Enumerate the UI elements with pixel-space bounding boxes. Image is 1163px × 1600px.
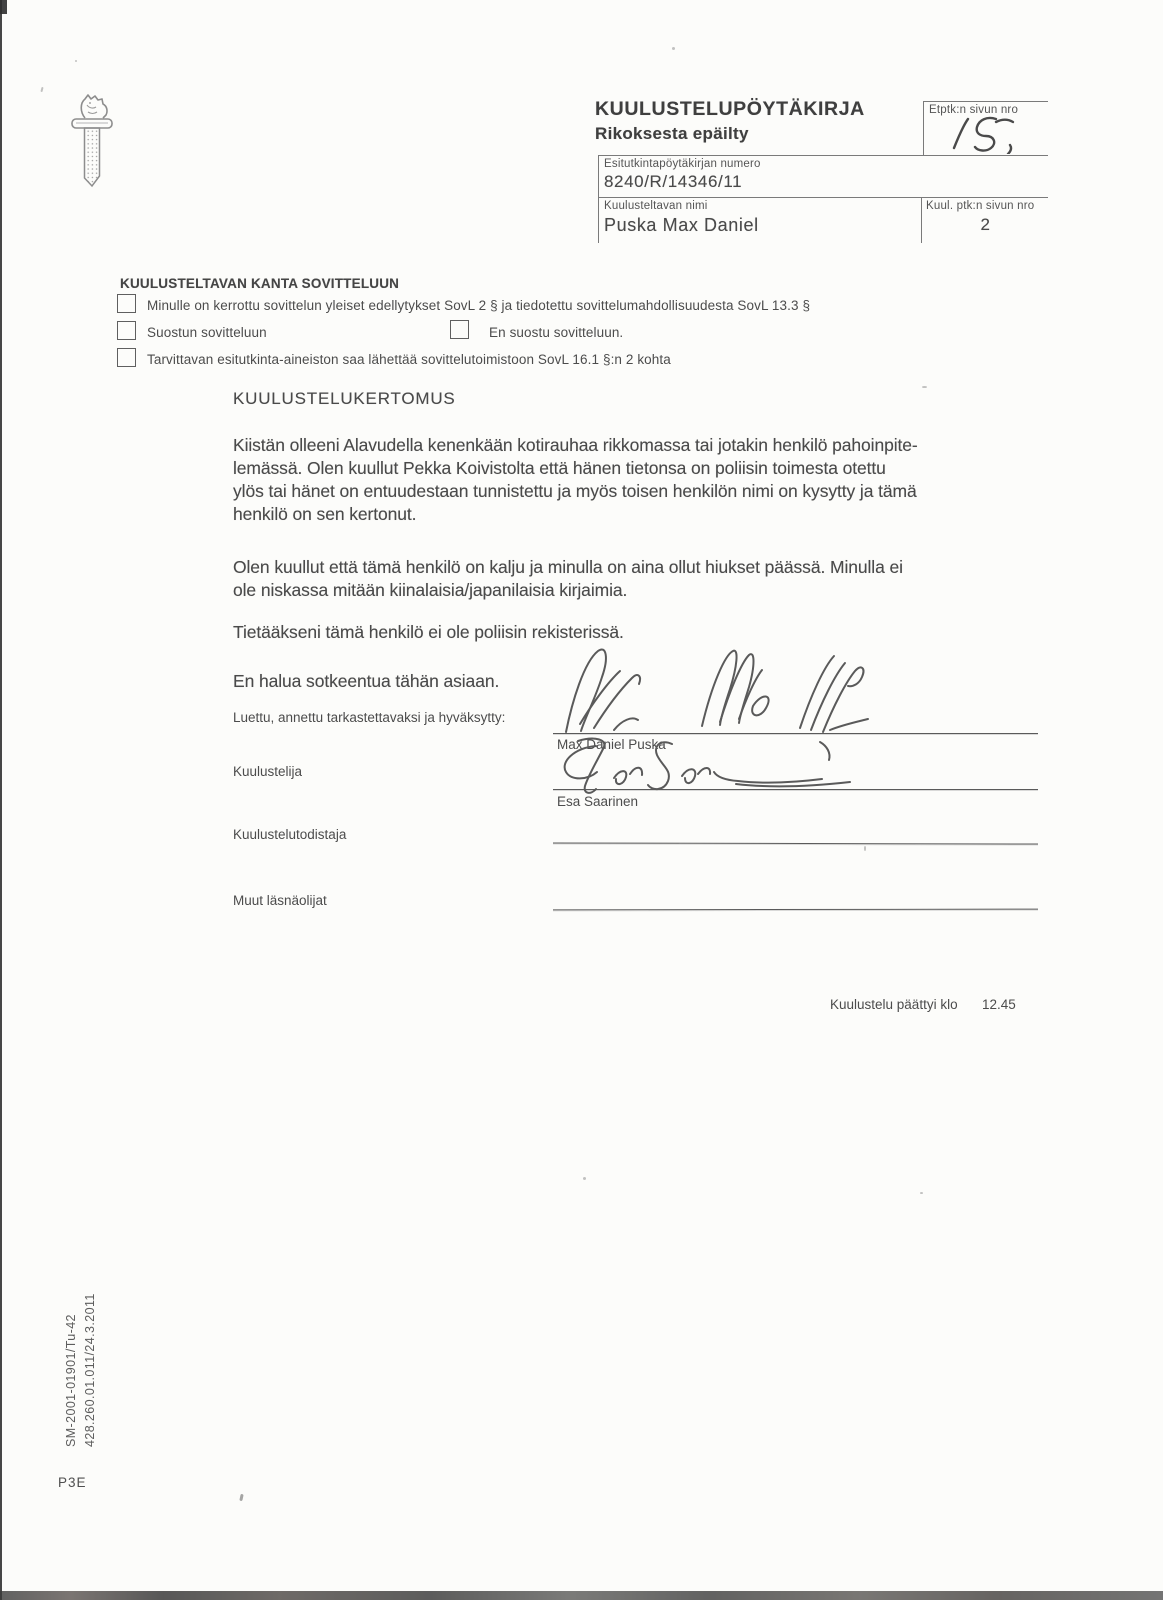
scanned-document-page: KUULUSTELUPÖYTÄKIRJA Rikoksesta epäilty Etptk:n sivun nro Esitutkintapöytäkirjan numero 8240/R/14346/11 Kuulusteltavan nimi Puska Max Daniel Kuul. ptk:n sivun nro 2 KUULUSTELTAVAN KANTA SOVITTELUUN Minulle on kerrottu sovittelun yleiset edellytykset SovL 2 § ja tiedotettu sovittelumahdollisuudesta SovL 13.3 § Suostun sovitteluun En suostu sovitteluun. Tarvittavan esitutkinta-aineiston saa lähettää sovittelutoimistoon SovL 16.1 §:n 2 kohta KUULUSTELUKERTOMUS Kiistän olleeni Alavudella kenenkään kotirauhaa rikkomassa tai jotakin henkilö pahoinpite- lemässä. Olen kuullut Pekka Koivistolta että hänen tietonsa on poliisin toimesta otettu ylös tai hänet on entuudestaan tunnistettu ja myös toisen henkilön nimi on kysytty ja tämä henkilö on sen kertonut. Olen kuullut että tämä henkilö on kalju ja minulla on aina ollut hiukset päässä. Minulla ei ole niskassa mitään kiinalaisia/japanilaisia kirjaimia. Tietääkseni tämä henkilö ei ole poliisin rekisterissä. En halua sotkeentua tähän asiaan. Luettu, annettu tarkastettavaksi ja hyväksytty: Max Daniel Puska Kuulustelija Esa Saarinen Kuulustelutodistaja Muut läsnäolijat Kuulustelu päättyi klo 12.45 SM-2001-01901/Tu-42 428.260.01.011/24.3.2011 P3E — [0, 0, 1163, 1600]
mediation-informed-label: Minulle on kerrottu sovittelun yleiset edellytykset SovL 2 § ja tiedotettu sovittelumahdollisuudesta SovL 13.3 § — [147, 298, 811, 313]
interrogation-page-value: 2 — [980, 215, 991, 234]
interrogation-ended-label: Kuulustelu päättyi klo — [830, 997, 958, 1012]
scan-speck — [864, 846, 866, 851]
interrogation-page-label: Kuul. ptk:n sivun nro — [926, 200, 1035, 212]
checkbox-send-material[interactable] — [117, 348, 136, 367]
page-code: P3E — [58, 1475, 87, 1490]
case-number-label: Esitutkintapöytäkirjan numero — [604, 158, 761, 170]
interviewee-name-value: Puska Max Daniel — [604, 215, 759, 235]
interviewee-name-label: Kuulusteltavan nimi — [604, 200, 708, 212]
statement-line: En halua sotkeentua tähän asiaan. — [233, 671, 500, 691]
scan-speck — [75, 60, 77, 62]
interrogation-page-box — [921, 198, 1049, 243]
etptk-page-value-handwritten — [938, 114, 1028, 154]
consent-mediation-label: Suostun sovitteluun — [147, 325, 267, 340]
scan-speck — [672, 47, 675, 50]
case-number-box — [598, 155, 1048, 198]
others-present-signature-line — [553, 909, 1038, 911]
read-approved-label: Luettu, annettu tarkastettavaksi ja hyväksytty: — [233, 710, 506, 725]
statement-line: ylös tai hänet on entuudestaan tunnistettu ja myös toisen henkilön nimi on kysytty ja tämä — [233, 481, 917, 501]
checkbox-mediation-informed[interactable] — [117, 294, 136, 313]
scan-speck — [40, 87, 43, 92]
statement-line: Olen kuullut että tämä henkilö on kalju ja minulla on aina ollut hiukset päässä. Minulla ei — [233, 557, 903, 577]
checkbox-consent-mediation[interactable] — [117, 321, 136, 340]
statement-line: ole niskassa mitään kiinalaisia/japanilaisia kirjaimia. — [233, 580, 628, 600]
scan-speck — [583, 1177, 586, 1180]
statement-paragraph — [233, 434, 918, 526]
stray-pen-mark — [817, 740, 837, 764]
statement-line: henkilö on sen kertonut. — [233, 504, 417, 524]
etptk-page-label: Etptk:n sivun nro — [929, 104, 1019, 116]
send-material-label: Tarvittavan esitutkinta-aineiston saa lähettää sovittelutoimistoon SovL 16.1 §:n 2 kohta — [147, 352, 671, 367]
statement-line: Tietääkseni tämä henkilö ei ole poliisin rekisterissä. — [233, 622, 624, 642]
others-present-label: Muut läsnäolijat — [233, 893, 327, 908]
witness-label: Kuulustelutodistaja — [233, 827, 347, 842]
statement-line: lemässä. Olen kuullut Pekka Koivistolta että hänen tietonsa on poliisin toimesta otettu — [233, 458, 886, 478]
witness-signature-line — [553, 842, 1038, 844]
case-number-value: 8240/R/14346/11 — [604, 172, 743, 191]
scan-speck — [922, 386, 927, 388]
scan-speck — [920, 1192, 923, 1194]
scan-corner-mark — [0, 0, 7, 14]
scan-edge-bottom — [0, 1591, 1163, 1600]
interrogator-signature-line — [553, 789, 1038, 790]
read-approved-printed-name: Max Daniel Puska — [557, 737, 666, 752]
checkbox-no-consent-mediation[interactable] — [450, 320, 469, 339]
statement-paragraph — [233, 670, 499, 693]
mediation-section-title: KUULUSTELTAVAN KANTA SOVITTELUUN — [120, 276, 400, 291]
document-subtitle: Rikoksesta epäilty — [595, 124, 749, 143]
statement-line: Kiistän olleeni Alavudella kenenkään kotirauhaa rikkomassa tai jotakin henkilö pahoinpite- — [233, 435, 918, 455]
interrogation-ended-time: 12.45 — [982, 997, 1016, 1012]
interrogator-label: Kuulustelija — [233, 764, 303, 779]
no-consent-mediation-label: En suostu sovitteluun. — [489, 325, 624, 340]
statement-title: KUULUSTELUKERTOMUS — [233, 389, 456, 408]
statement-paragraph — [233, 621, 624, 644]
scan-edge-left — [0, 0, 2, 1600]
etptk-page-box — [923, 101, 1048, 156]
puska-signature — [552, 644, 882, 736]
interrogator-printed-name: Esa Saarinen — [557, 794, 639, 809]
document-title: KUULUSTELUPÖYTÄKIRJA — [595, 98, 865, 120]
police-sword-emblem-icon — [70, 92, 114, 190]
interviewee-name-box — [598, 197, 1048, 243]
statement-paragraph — [233, 556, 903, 602]
scan-speck — [239, 1494, 243, 1501]
